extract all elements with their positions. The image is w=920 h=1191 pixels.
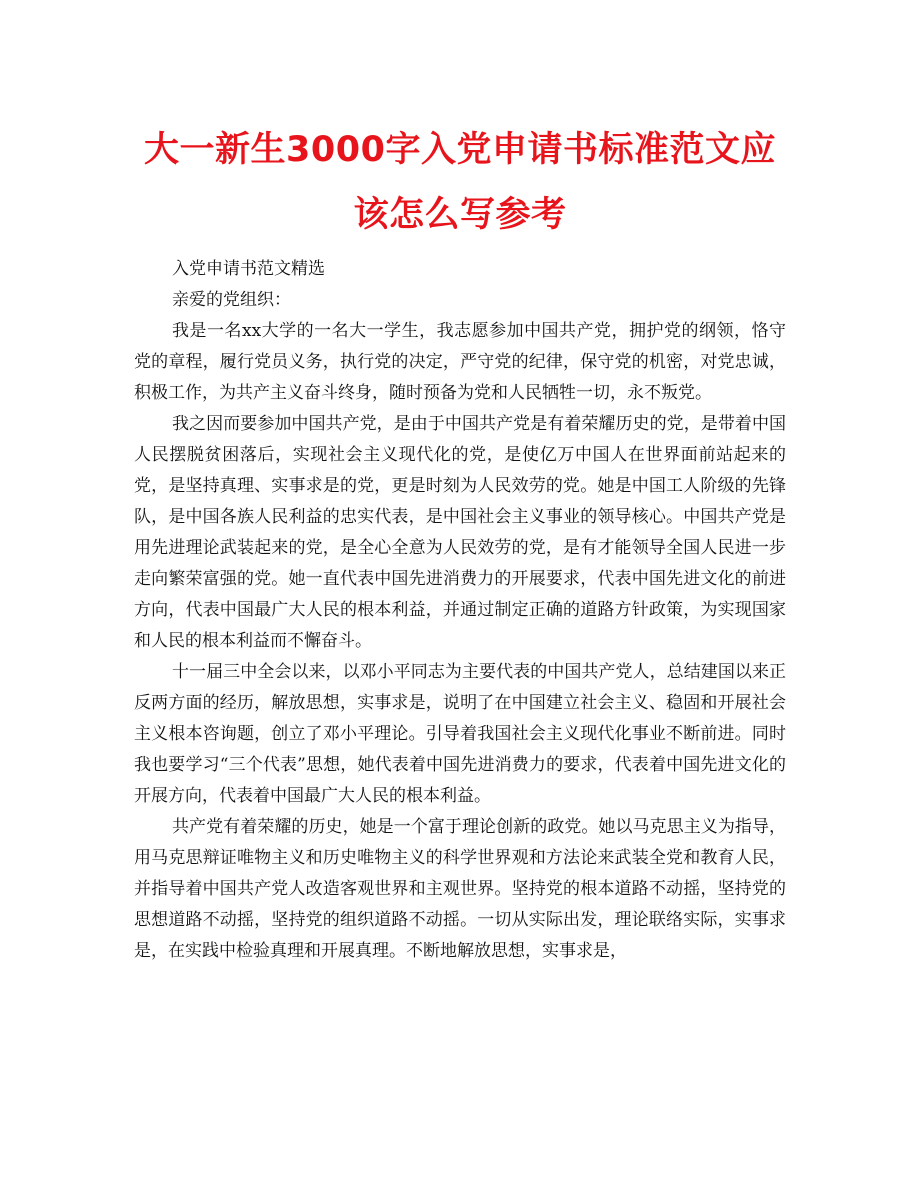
document-body — [134, 254, 786, 967]
document-title-line2: 该怎么写参考 — [353, 195, 567, 235]
paragraph-1: 我是一名xx大学的一名大一学生，我志愿参加中国共产党，拥护党的纲领，恪守党的章程，履行党员义务，执行党的决定，严守党的纪律，保守党的机密，对党忠诚，积极工作，为共产主义奋斗终身，随时预备为党和人民牺牲一切，永不叛党。 — [134, 321, 786, 403]
paragraph-4: 共产党有着荣耀的历史，她是一个富于理论创新的政党。她以马克思主义为指导，用马克思辩证唯物主义和历史唯物主义的科学世界观和方法论来武装全党和教育人民，并指导着中国共产党人改造客观世界和主观世界。坚持党的根本道路不动摇，坚持党的思想道路不动摇，坚持党的组织道路不动摇。一切从实际出发，理论联络实际，实事求是，在实践中检验真理和开展真理。不断地解放思想，实事求是， — [134, 817, 786, 961]
paragraph-3: 十一届三中全会以来，以邓小平同志为主要代表的中国共产党人，总结建国以来正反两方面的经历，解放思想，实事求是，说明了在中国建立社会主义、稳固和开展社会主义根本咨询题，创立了邓小平理论。引导着我国社会主义现代化事业不断前进。同时我也要学习“三个代表”思想，她代表着中国先进消费力的要求，代表着中国先进文化的开展方向，代表着中国最广大人民的根本利益。 — [134, 662, 786, 806]
paragraph-heading: 入党申请书范文精选 — [172, 259, 325, 279]
paragraph-2: 我之因而要参加中国共产党，是由于中国共产党是有着荣耀历史的党，是带着中国人民摆脱贫困落后，实现社会主义现代化的党，是使亿万中国人在世界面前站起来的党，是坚持真理、实事求是的党，更是时刻为人民效劳的党。她是中国工人阶级的先锋队，是中国各族人民利益的忠实代表，是中国社会主义事业的领导核心。中国共产党是用先进理论武装起来的党，是全心全意为人民效劳的党，是有才能领导全国人民进一步走向繁荣富强的党。她一直代表中国先进消费力的开展要求，代表中国先进文化的前进方向，代表中国最广大人民的根本利益，并通过制定正确的道路方针政策，为实现国家和人民的根本利益而不懈奋斗。 — [134, 414, 786, 651]
document-title-line1: 大一新生3000字入党申请书标准范文应 — [144, 130, 776, 170]
paragraph-salutation: 亲爱的党组织： — [172, 290, 291, 310]
